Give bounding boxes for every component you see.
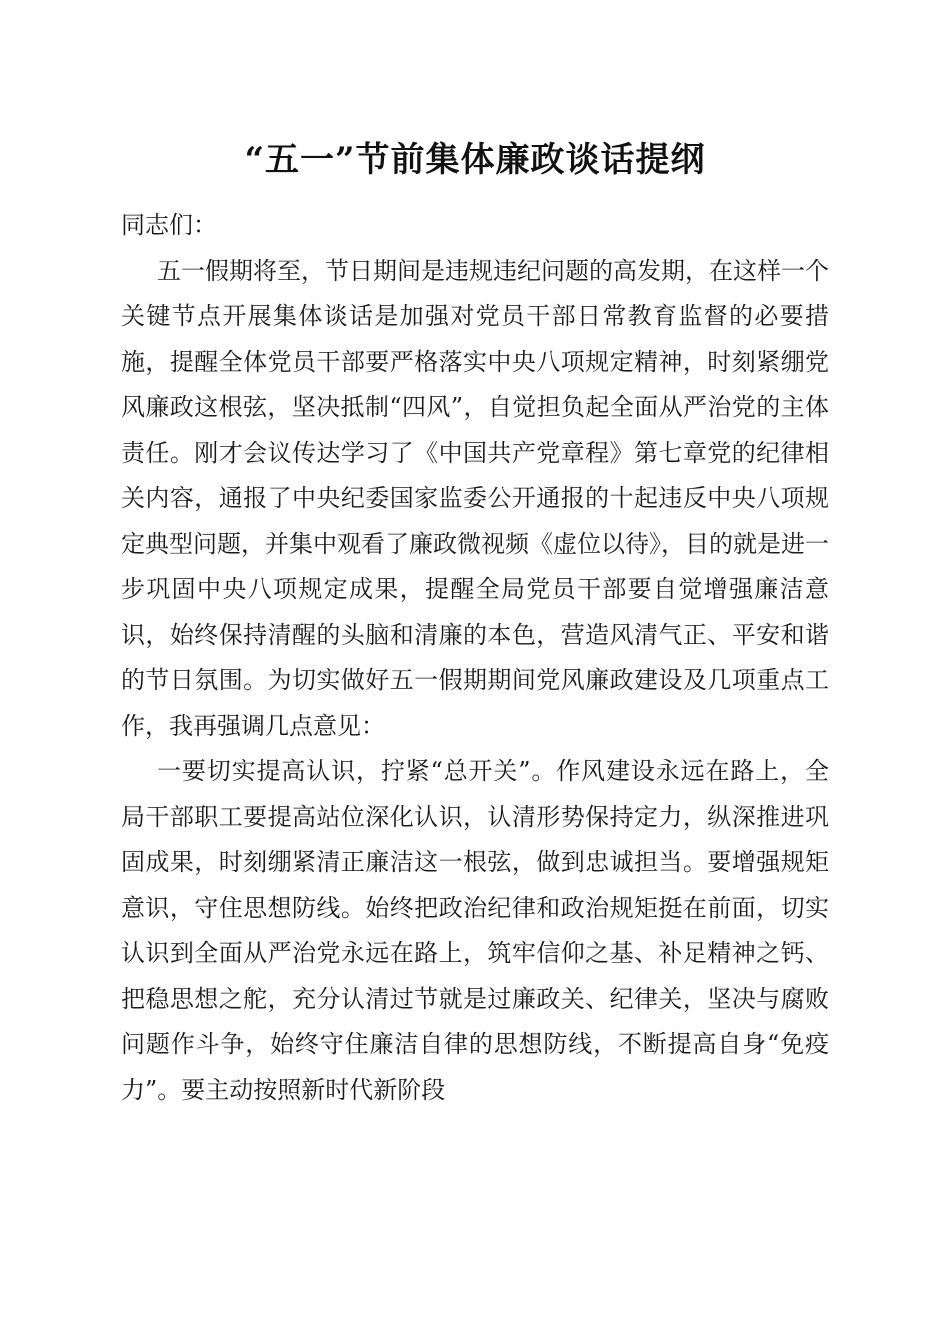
- document-title: “五一”节前集体廉政谈话提纲: [244, 140, 706, 180]
- paragraph-intro: 五一假期将至，节日期间是违规违纪问题的高发期，在这样一个关键节点开展集体谈话是加强对党员干部日常教育监督的必要措施，提醒全体党员干部要严格落实中央八项规定精神，时刻紧绷党风廉政这根弦，坚决抵制“四风”，自觉担负起全面从严治党的主体责任。刚才会议传达学习了《中国共产党章程》第七章党的纪律相关内容，通报了中央纪委国家监委公开通报的十起违反中央八项规定典型问题，并集中观看了廉政微视频《虚位以待》，目的就是进一步巩固中央八项规定成果，提醒全局党员干部要自觉增强廉洁意识，始终保持清醒的头脑和清廉的本色，营造风清气正、平安和谐的节日氛围。为切实做好五一假期期间党风廉政建设及几项重点工作，我再强调几点意见：: [121, 256, 829, 740]
- document-body: [121, 203, 829, 1113]
- salutation: 同志们：: [121, 211, 217, 239]
- paragraph-point-one: 一要切实提高认识，拧紧“总开关”。作风建设永远在路上，全局干部职工要提高站位深化认识，认清形势保持定力，纵深推进巩固成果，时刻绷紧清正廉洁这一根弦，做到忠诚担当。要增强规矩意识，守住思想防线。始终把政治纪律和政治规矩挺在前面，切实认识到全面从严治党永远在路上，筑牢信仰之基、补足精神之钙、把稳思想之舵，充分认清过节就是过廉政关、纪律关，坚决与腐败问题作斗争，始终守住廉洁自律的思想防线，不断提高自身“免疫力”。要主动按照新时代新阶段: [121, 757, 829, 1104]
